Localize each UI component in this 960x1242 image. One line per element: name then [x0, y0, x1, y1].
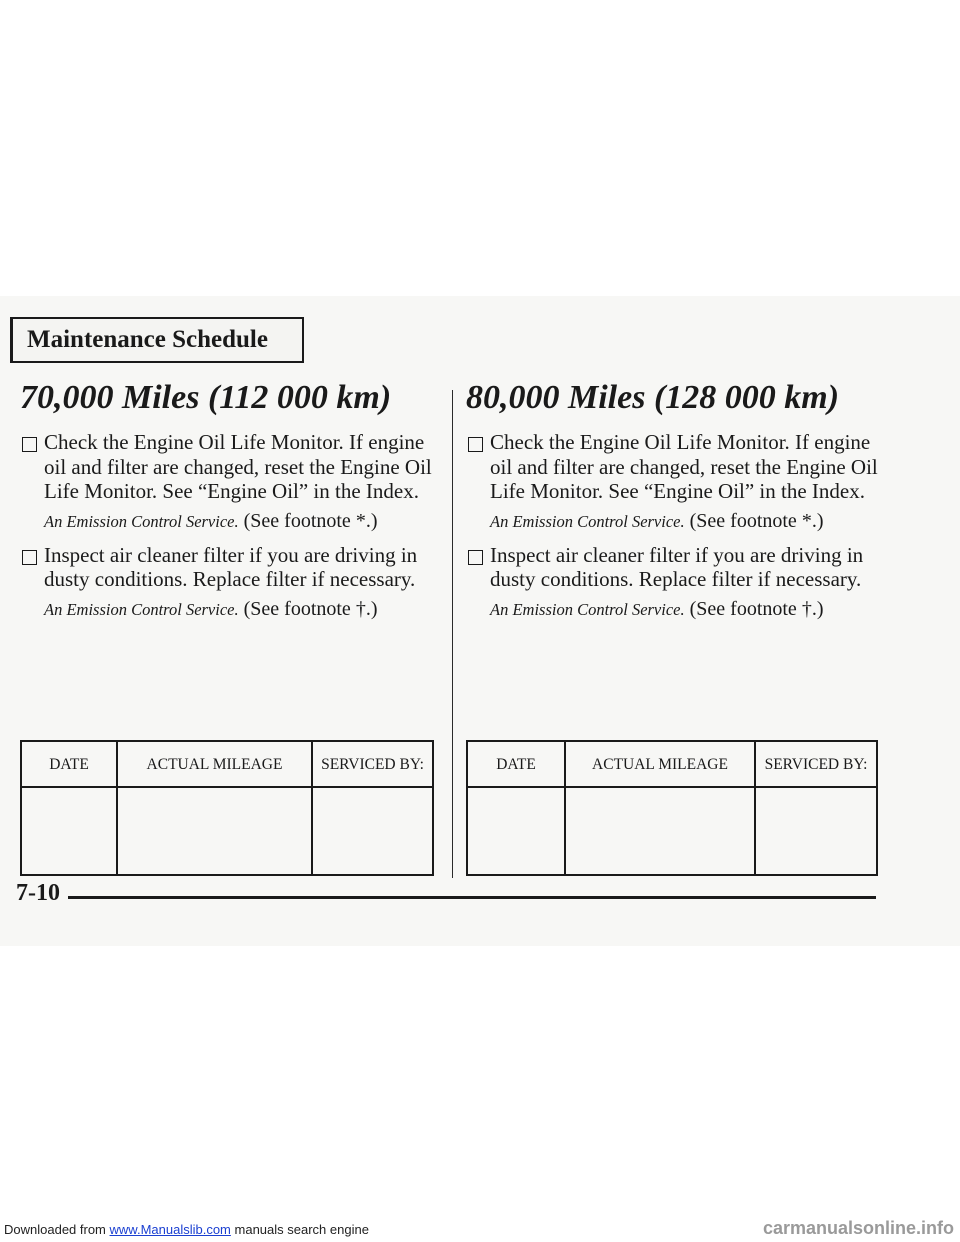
- footer-prefix: Downloaded from: [4, 1222, 106, 1237]
- mileage-cell[interactable]: [118, 788, 313, 874]
- checklist-item: [20, 543, 440, 623]
- checkbox-icon[interactable]: [468, 437, 483, 452]
- serviced-by-cell[interactable]: [756, 788, 876, 874]
- footnote-ref: (See footnote †.): [243, 597, 378, 620]
- header-date: DATE: [22, 742, 118, 788]
- item-text: Check the Engine Oil Life Monitor. If engine oil and filter are changed, reset the Engine Oil Life Monitor. See “Engine Oil” in the Index.: [490, 430, 878, 503]
- header-serviced-by: SERVICED BY:: [313, 742, 432, 788]
- note-label: An Emission Control Service.: [490, 599, 685, 619]
- serviced-by-cell[interactable]: [313, 788, 432, 874]
- note-label: An Emission Control Service.: [44, 599, 239, 619]
- interval-80000: [466, 378, 886, 631]
- mileage-cell[interactable]: [566, 788, 756, 874]
- watermark-text: carmanualsonline.info: [762, 1218, 954, 1238]
- item-text: Inspect air cleaner filter if you are driving in dusty conditions. Replace filter if necessary.: [44, 542, 418, 591]
- checkbox-icon[interactable]: [22, 550, 37, 565]
- date-cell[interactable]: [468, 788, 566, 874]
- checklist-item: [20, 430, 440, 535]
- checkbox-icon[interactable]: [468, 550, 483, 565]
- service-note: [490, 508, 886, 535]
- header-serviced-by: SERVICED BY:: [756, 742, 876, 788]
- item-text: Inspect air cleaner filter if you are driving in dusty conditions. Replace filter if necessary.: [490, 542, 864, 591]
- footnote-ref: (See footnote *.): [689, 509, 824, 532]
- checklist-item: [466, 543, 886, 623]
- header-date: DATE: [468, 742, 566, 788]
- service-log-table: [466, 740, 878, 876]
- service-note: [490, 596, 886, 623]
- service-note: [44, 508, 440, 535]
- page-number: 7-10: [16, 880, 60, 906]
- header-actual-mileage: ACTUAL MILEAGE: [118, 742, 313, 788]
- footnote-ref: (See footnote †.): [689, 597, 824, 620]
- interval-heading: 70,000 Miles (112 000 km): [20, 379, 392, 416]
- checkbox-icon[interactable]: [22, 437, 37, 452]
- interval-heading: 80,000 Miles (128 000 km): [466, 379, 840, 416]
- checklist-item: [466, 430, 886, 535]
- download-footer: [4, 1222, 369, 1237]
- footnote-ref: (See footnote *.): [243, 509, 378, 532]
- item-text: Check the Engine Oil Life Monitor. If engine oil and filter are changed, reset the Engine Oil Life Monitor. See “Engine Oil” in the Index.: [44, 430, 432, 503]
- note-label: An Emission Control Service.: [44, 511, 239, 531]
- section-tab: Maintenance Schedule: [10, 317, 304, 363]
- header-actual-mileage: ACTUAL MILEAGE: [566, 742, 756, 788]
- footer-suffix: manuals search engine: [234, 1222, 369, 1237]
- service-note: [44, 596, 440, 623]
- date-cell[interactable]: [22, 788, 118, 874]
- interval-70000: [20, 378, 440, 631]
- manualslib-link[interactable]: www.Manualslib.com: [109, 1222, 231, 1237]
- footer-rule: [68, 896, 876, 899]
- service-log-table: [20, 740, 434, 876]
- column-divider: [452, 390, 453, 878]
- note-label: An Emission Control Service.: [490, 511, 685, 531]
